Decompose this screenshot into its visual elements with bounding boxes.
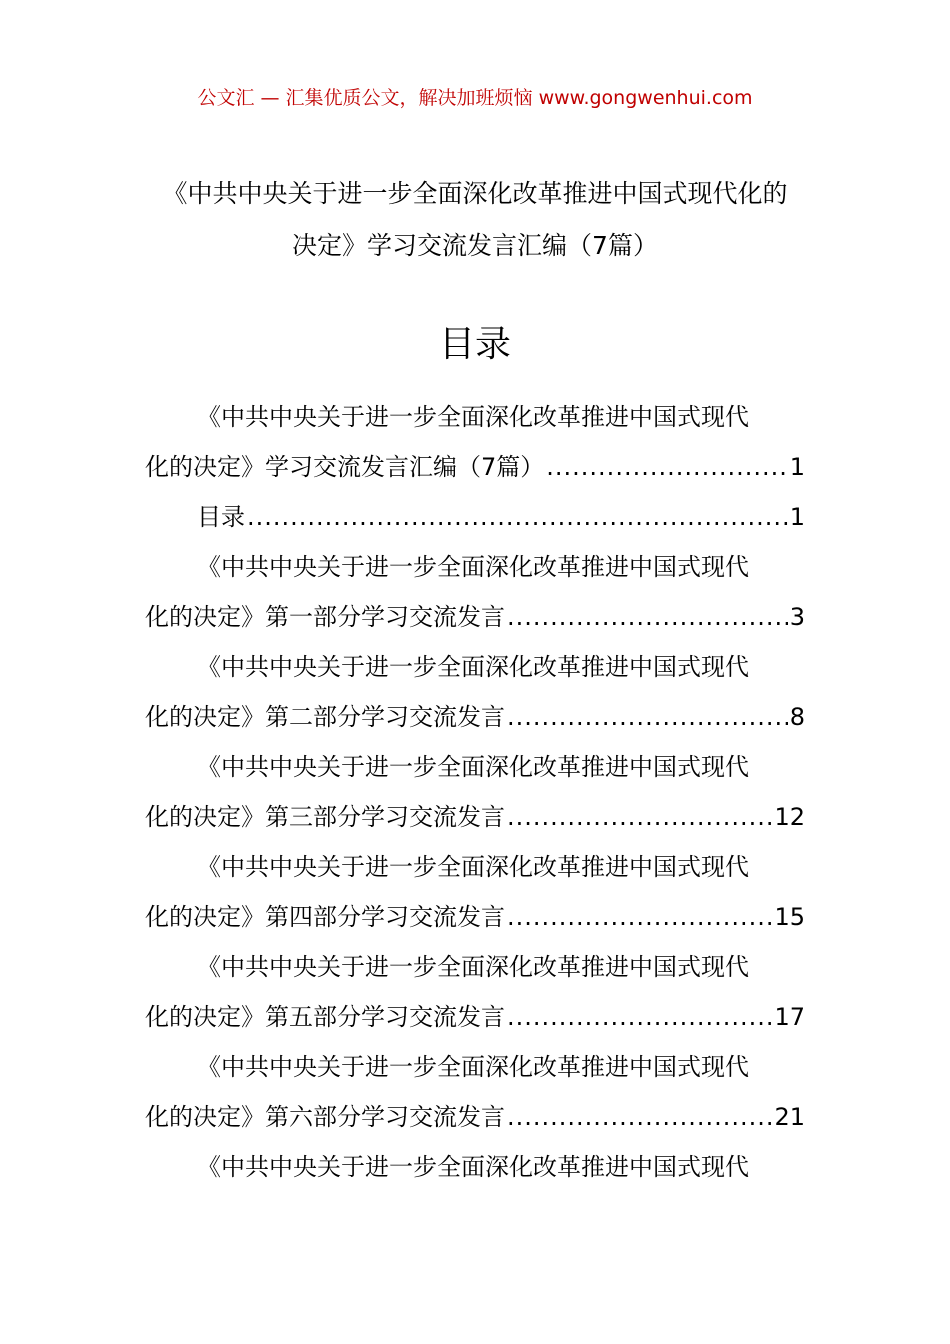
toc-page-number: 8 [789, 703, 805, 731]
toc-page-number: 12 [774, 803, 805, 831]
toc-entry-title-line-1: 《中共中央关于进一步全面深化改革推进中国式现代 [197, 853, 749, 881]
toc-entry-title-line-1: 《中共中央关于进一步全面深化改革推进中国式现代 [197, 1053, 749, 1081]
toc-entry-text: 化的决定》第三部分学习交流发言 [145, 803, 505, 831]
document-title-line-2: 决定》学习交流发言汇编（7篇） [292, 231, 658, 260]
toc-entry-text: 化的决定》第六部分学习交流发言 [145, 1103, 505, 1131]
toc-entry-text: 化的决定》第二部分学习交流发言 [145, 703, 505, 731]
document-title [100, 168, 850, 272]
toc-entry-title-line-2 [145, 792, 805, 842]
toc-entry-title-line-2 [145, 592, 805, 642]
toc-page-number: 3 [789, 603, 805, 631]
toc-entry-3[interactable] [145, 542, 805, 642]
toc-entry-text: 化的决定》第一部分学习交流发言 [145, 603, 505, 631]
toc-page-number: 21 [774, 1103, 805, 1131]
toc-entry-title-line-2 [145, 992, 805, 1042]
toc-entry-title-line [145, 492, 805, 542]
toc-page-number: 15 [774, 903, 805, 931]
toc-entry-text: 化的决定》第四部分学习交流发言 [145, 903, 505, 931]
toc-entry-title-line-1: 《中共中央关于进一步全面深化改革推进中国式现代 [197, 403, 749, 431]
toc-entry-title-line-2 [145, 1092, 805, 1142]
toc-heading: 目录 [438, 324, 511, 365]
toc-entry-title-line-2 [145, 692, 805, 742]
document-title-line-1: 《中共中央关于进一步全面深化改革推进中国式现代化的 [162, 179, 788, 208]
toc-entry-5[interactable] [145, 742, 805, 842]
toc-entry-title-line-1: 《中共中央关于进一步全面深化改革推进中国式现代 [197, 953, 749, 981]
toc-entry-7[interactable] [145, 942, 805, 1042]
toc-entry-title-line-1: 《中共中央关于进一步全面深化改革推进中国式现代 [197, 653, 749, 681]
toc-dot-leader [546, 442, 787, 492]
table-of-contents [145, 392, 805, 1192]
toc-entry-9[interactable] [145, 1142, 805, 1192]
toc-entry-title-line-1: 《中共中央关于进一步全面深化改革推进中国式现代 [197, 1153, 749, 1181]
site-banner: 公文汇 — 汇集优质公文，解决加班烦恼 www.gongwenhui.com [197, 87, 753, 109]
toc-dot-leader [507, 792, 772, 842]
toc-dot-leader [507, 592, 788, 642]
toc-dot-leader [507, 692, 788, 742]
toc-page-number: 1 [789, 503, 805, 531]
toc-entry-1[interactable] [145, 392, 805, 492]
toc-entry-title-line-2 [145, 892, 805, 942]
toc-entry-text: 化的决定》第五部分学习交流发言 [145, 1003, 505, 1031]
toc-dot-leader [507, 1092, 772, 1142]
toc-entry-2[interactable] [145, 492, 805, 542]
toc-entry-text: 目录 [197, 503, 245, 531]
toc-entry-6[interactable] [145, 842, 805, 942]
toc-entry-8[interactable] [145, 1042, 805, 1142]
toc-entry-title-line-2 [145, 442, 805, 492]
toc-entry-text: 化的决定》学习交流发言汇编（7篇） [145, 453, 545, 481]
toc-dot-leader [507, 892, 772, 942]
toc-dot-leader [507, 992, 772, 1042]
toc-entry-4[interactable] [145, 642, 805, 742]
toc-entry-title-line-1: 《中共中央关于进一步全面深化改革推进中国式现代 [197, 553, 749, 581]
toc-entry-title-line-1: 《中共中央关于进一步全面深化改革推进中国式现代 [197, 753, 749, 781]
toc-dot-leader [247, 492, 788, 542]
toc-page-number: 1 [789, 453, 805, 481]
toc-page-number: 17 [774, 1003, 805, 1031]
